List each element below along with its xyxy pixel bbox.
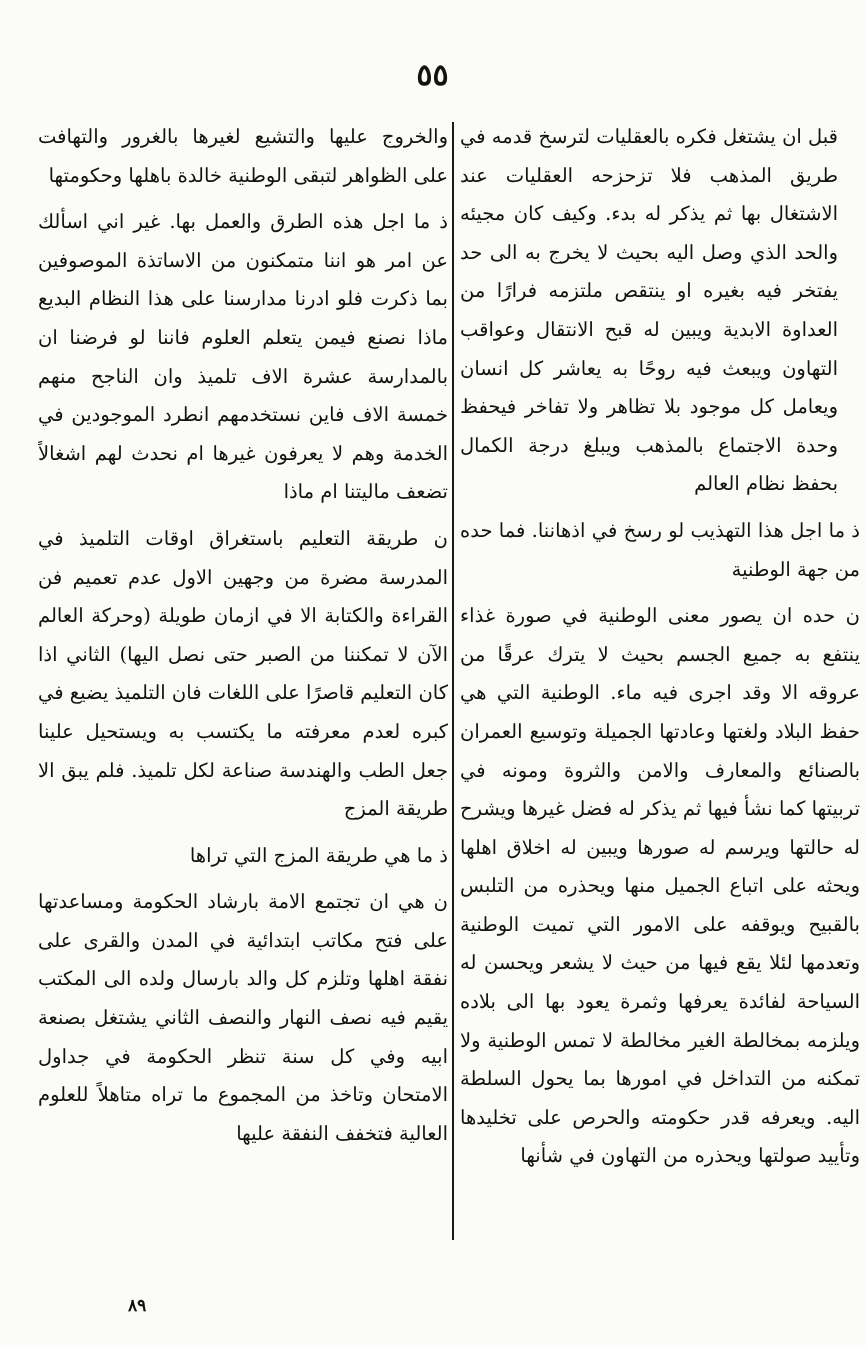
- column-divider: [452, 122, 454, 1240]
- left-column: [38, 118, 448, 1238]
- dialogue-answer: ن هي ان تجتمع الامة بارشاد الحكومة ومساعدتها على فتح مكاتب ابتدائية في المدن والقرى على نفقة اهلها وتلزم كل والد بارسال ولده الى المكتب يقيم فيه نصف النهار والنصف الثاني يشتغل بصنعة ابيه وفي كل سنة تنظر الحكومة في جداول الامتحان وتاخذ من المجموع ما تراه متاهلاً للعلوم العالية فتخفف النفقة عليها: [38, 890, 448, 1145]
- paragraph-intro: قبل ان يشتغل فكره بالعقليات لترسخ قدمه في طريق المذهب فلا تزحزحه العقليات عند الاشتغال بها ثم يذكر له بدء. وكيف كان مجيئه والحد الذي وصل اليه بحيث لا يخرج به الى حد يفتخر فيه بغيره او ينتقص ملتزمه فرارًا من العداوة الابدية ويبين له قبح الانتقال وعواقب التهاون ويبعث فيه روحًا به يعاشر كل انسان ويعامل كل موجود بلا تظاهر ولا تفاخر فيحفظ وحدة الاجتماع بالمذهب ويبلغ درجة الكمال بحفظ نظام العالم: [460, 125, 839, 496]
- dialogue-question: ذ ما هي طريقة المزج التي تراها: [189, 843, 448, 867]
- dialogue-answer: ن حده ان يصور معنى الوطنية في صورة غذاء ينتفع به جميع الجسم بحيث لا يترك عرقًا من عروقه الا وقد اجرى فيه ماء. الوطنية التي هي حفظ البلاد ولغتها وعادتها الجميلة وتوسيع العمران بالصنائع والمعارف والامن والثروة ومونه في تربيتها كما نشأ فيها ثم يذكر له فضل غيرها ويشرح له حالتها ويرسم له صورها ويبين له اخلاق اهلها ويحثه على اتباع الجميل منها ويحذره من التلبس بالقبيح ويوقفه على الامور التي تميت الوطنية وتعدمها لئلا يقع فيها من حيث لا يشعر ويحسن له السياحة لفائدة يعرفها وثمرة يعود بها الى بلاده ويلزمه بمخالطة الغير مخالطة لا تمس الوطنية ولا تمكنه من التداخل في امورها بما يحول السلطة اليه. ويعرفه قدر حكومته والحرص على تخليدها وتأييد صولتها ويحذره من التهاون في شأنها: [460, 604, 860, 1168]
- footer-signature-number: ٨٩: [128, 1296, 147, 1316]
- right-column: [460, 118, 860, 1238]
- dialogue-question: ذ ما اجل هذا التهذيب لو رسخ في اذهاننا. فما حده من جهة الوطنية: [460, 518, 860, 581]
- dialogue-answer: ن طريقة التعليم باستغراق اوقات التلميذ في المدرسة مضرة من وجهين الاول عدم تعميم فن القراءة والكتابة الا في ازمان طويلة (وحركة العالم الآن لا تمكننا من الصبر حتى نصل اليها) الثاني اذا كان التعليم قاصرًا على اللغات فان التلميذ يضيع في كبره لعدم معرفته ما يكتسب به ويستحيل علينا جعل الطب والهندسة صناعة لكل تلميذ. فلم يبق الا طريقة المزج: [38, 526, 448, 821]
- page-number: ٥٥: [416, 58, 449, 93]
- paragraph-continuation: والخروج عليها والتشيع لغيرها بالغرور والتهافت على الظواهر لتبقى الوطنية خالدة باهلها وحكومتها: [38, 125, 448, 187]
- dialogue-question: ذ ما اجل هذه الطرق والعمل بها. غير اني اسألك عن امر هو اننا متمكنون من الاساتذة الموصوفين بما ذكرت فلو ادرنا مدارسنا على هذا النظام البديع ماذا نصنع فيمن يتعلم العلوم فاننا لو فرضنا ان بالمدارسة عشرة الاف تلميذ وان الناجح منهم خمسة الاف فاين نستخدمهم انطرد الموجودين في الخدمة وهم لا يعرفون غيرها ام نحدث لهم اشغالاً تضعف ماليتنا ام ماذا: [38, 210, 448, 504]
